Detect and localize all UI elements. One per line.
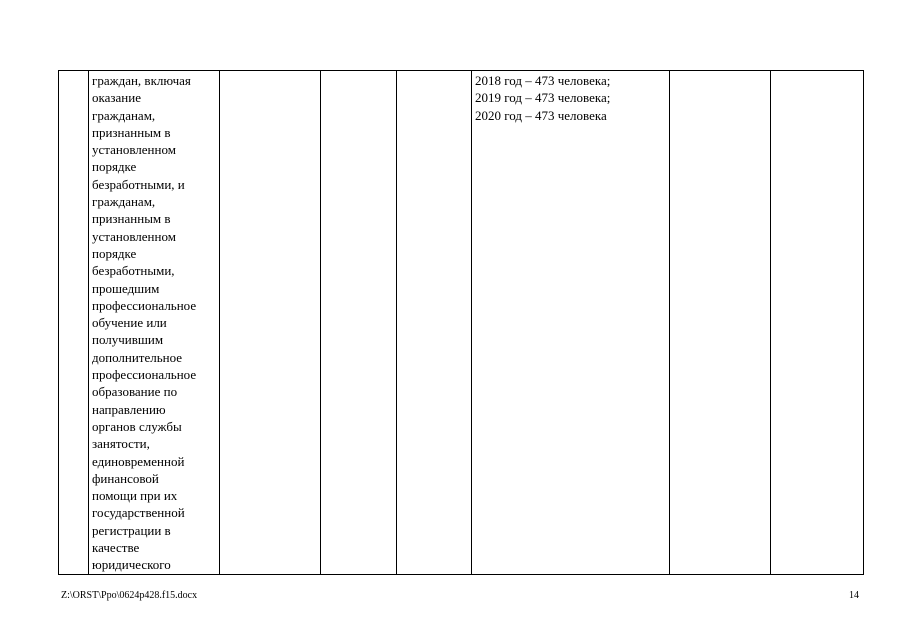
- indicator-cell: [472, 71, 670, 575]
- table-row: [59, 71, 864, 575]
- indicator-line-2018: 2018 год – 473 человека;: [475, 73, 611, 88]
- description-text: граждан, включая оказание гражданам, признанным в установленном порядке безработными, и гражданам, признанным в установленном порядке безработными, прошедшим профессиональное обучение или получившим дополнительное профессиональное образование по направлению органов службы занятости, единовременной финансовой помощи при их государственной регистрации в качестве юридического: [92, 73, 197, 573]
- empty-cell: [397, 71, 472, 575]
- empty-cell: [771, 71, 864, 575]
- program-table: [58, 70, 864, 575]
- footer-file-path: Z:\ORST\Ppo\0624p428.f15.docx: [61, 590, 198, 601]
- description-cell: [89, 71, 220, 575]
- empty-cell: [220, 71, 321, 575]
- indicator-line-2020: 2020 год – 473 человека: [475, 107, 607, 123]
- number-cell: [59, 71, 89, 575]
- indicator-line-2019: 2019 год – 473 человека;: [475, 90, 611, 106]
- empty-cell: [670, 71, 771, 575]
- empty-cell: [321, 71, 397, 575]
- footer-page-number: 14: [849, 590, 859, 601]
